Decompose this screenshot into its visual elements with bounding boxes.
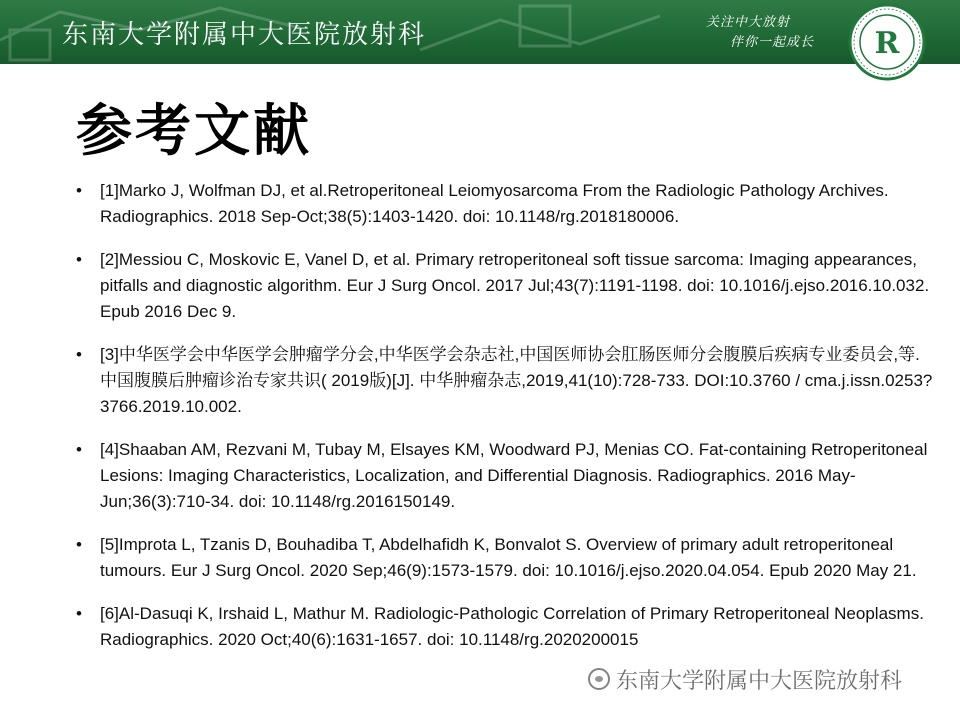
reference-text: [6]Al-Dasuqi K, Irshaid L, Mathur M. Radiologic-Pathologic Correlation of Primary Retroperitoneal Neoplasms. Radiographics. 2020 Oct;40(6):1631-1657. doi: 10.1148/rg.2020200015 — [100, 604, 924, 649]
bullet-icon: • — [76, 535, 82, 554]
reference-list — [76, 178, 936, 670]
reference-item — [76, 532, 936, 584]
reference-item — [76, 247, 936, 325]
reference-text: [1]Marko J, Wolfman DJ, et al.Retroperitoneal Leiomyosarcoma From the Radiologic Pathology Archives. Radiographics. 2018 Sep-Oct;38(5):1403-1420. doi: 10.1148/rg.2018180006. — [100, 181, 889, 226]
logo-letter: R — [874, 26, 900, 61]
bullet-icon: • — [76, 250, 82, 269]
reference-text: [2]Messiou C, Moskovic E, Vanel D, et al. Primary retroperitoneal soft tissue sarcoma: Imaging appearances, pitfalls and diagnostic algorithm. Eur J Surg Oncol. 2017 Jul;43(7):1191-1198. doi: 10.1016/j.ejso.2016.10.032. Epub 2016 Dec 9. — [100, 250, 930, 321]
bullet-icon: • — [76, 604, 82, 623]
wechat-icon — [588, 668, 610, 690]
watermark-text: 东南大学附属中大医院放射科 — [616, 668, 903, 694]
page-title: 参考文献 — [76, 99, 312, 164]
reference-text: [5]Improta L, Tzanis D, Bouhadiba T, Abdelhafidh K, Bonvalot S. Overview of primary adult retroperitoneal tumours. Eur J Surg Oncol. 2020 Sep;46(9):1573-1579. doi: 10.1016/j.ejso.2020.04.054. Epub 2020 May 21. — [100, 535, 917, 580]
banner-title: 东南大学附属中大医院放射科 — [62, 20, 427, 50]
hospital-logo-icon — [848, 3, 926, 81]
watermark — [588, 664, 902, 694]
reference-item — [76, 178, 936, 230]
reference-text: [3]中华医学会中华医学会肿瘤学分会,中华医学会杂志社,中国医师协会肛肠医师分会腹膜后疾病专业委员会,等. 中国腹膜后肿瘤诊治专家共识( 2019版)[J]. 中华肿瘤杂志,2019,41(10):728-733. DOI:10.3760 / cma.j.issn.0253?3766.2019.10.002. — [100, 345, 933, 416]
header-banner — [0, 0, 960, 64]
bullet-icon: • — [76, 345, 82, 364]
banner-slogan — [706, 13, 814, 53]
slogan-line-1: 关注中大放射 — [706, 15, 791, 30]
bullet-icon: • — [76, 440, 82, 459]
reference-item — [76, 437, 936, 515]
reference-text: [4]Shaaban AM, Rezvani M, Tubay M, Elsayes KM, Woodward PJ, Menias CO. Fat-containing Retroperitoneal Lesions: Imaging Characteristics, Localization, and Differential Diagnosis. Radiographics. 2016 May-Jun;36(3):710-34. doi: 10.1148/rg.2016150149. — [100, 440, 928, 511]
reference-item — [76, 342, 936, 420]
bullet-icon: • — [76, 181, 82, 200]
reference-item — [76, 601, 936, 653]
slogan-line-2: 伴你一起成长 — [730, 35, 815, 50]
